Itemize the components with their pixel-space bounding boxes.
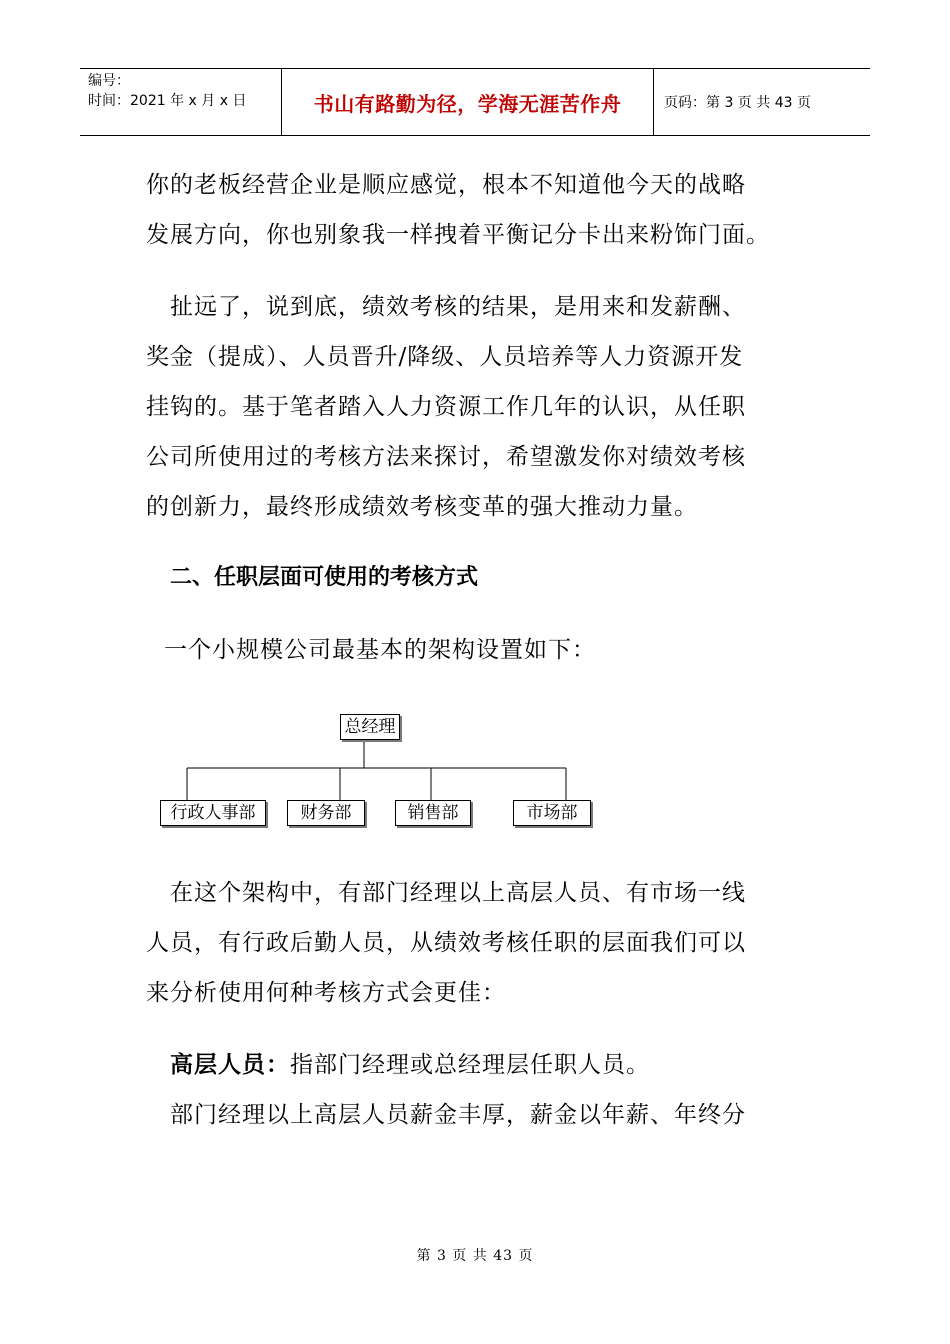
paragraph-3 bbox=[146, 868, 806, 1018]
paragraph-line: 在这个架构中，有部门经理以上高层人员、有市场一线 bbox=[170, 880, 746, 906]
paragraph-line: 一个小规模公司最基本的架构设置如下： bbox=[164, 637, 596, 663]
paragraph-line: 挂钩的。基于笔者踏入人力资源工作几年的认识，从任职 bbox=[146, 394, 746, 420]
page-header bbox=[80, 68, 870, 136]
number-label: 编号： bbox=[88, 73, 130, 89]
paragraph-line: 你的老板经营企业是顺应感觉，根本不知道他今天的战略 bbox=[146, 172, 746, 198]
header-meta bbox=[80, 69, 282, 135]
paragraph-line: 发展方向，你也别象我一样拽着平衡记分卡出来粉饰门面。 bbox=[146, 222, 770, 248]
section-heading: 二、任职层面可使用的考核方式 bbox=[170, 565, 479, 590]
paragraph-line: 奖金（提成）、人员晋升/降级、人员培养等人力资源开发 bbox=[146, 344, 744, 370]
paragraph-2 bbox=[146, 282, 806, 532]
page-footer: 第 3 页 共 43 页 bbox=[416, 1248, 534, 1264]
senior-staff-definition bbox=[170, 1040, 830, 1090]
paragraph-line: 公司所使用过的考核方法来探讨，希望激发你对绩效考核 bbox=[146, 444, 746, 470]
senior-staff-text: 指部门经理或总经理层任职人员。 bbox=[290, 1052, 650, 1078]
paragraph-line: 扯远了，说到底，绩效考核的结果，是用来和发薪酬、 bbox=[170, 294, 746, 320]
header-motto: 书山有路勤为径，学海无涯苦作舟 bbox=[282, 69, 654, 135]
org-node-department: 市场部 bbox=[513, 800, 591, 826]
header-page-info: 页码：第 3 页 共 43 页 bbox=[664, 95, 811, 111]
paragraph-line: 部门经理以上高层人员薪金丰厚，薪金以年薪、年终分 bbox=[170, 1102, 746, 1128]
org-node-top: 总经理 bbox=[340, 714, 400, 740]
paragraph-line: 来分析使用何种考核方式会更佳： bbox=[146, 980, 506, 1006]
org-chart bbox=[150, 705, 610, 835]
time-label: 时间：2021 年 x 月 x 日 bbox=[88, 93, 247, 109]
org-node-department: 行政人事部 bbox=[160, 800, 266, 826]
paragraph-line: 的创新力，最终形成绩效考核变革的强大推动力量。 bbox=[146, 494, 698, 520]
senior-staff-label: 高层人员： bbox=[170, 1052, 290, 1078]
org-node-department: 销售部 bbox=[395, 800, 471, 826]
paragraph-line: 人员，有行政后勤人员，从绩效考核任职的层面我们可以 bbox=[146, 930, 746, 956]
org-intro bbox=[164, 625, 824, 675]
paragraph-1 bbox=[146, 160, 806, 260]
org-node-department: 财务部 bbox=[287, 800, 365, 826]
paragraph-4 bbox=[170, 1090, 830, 1140]
